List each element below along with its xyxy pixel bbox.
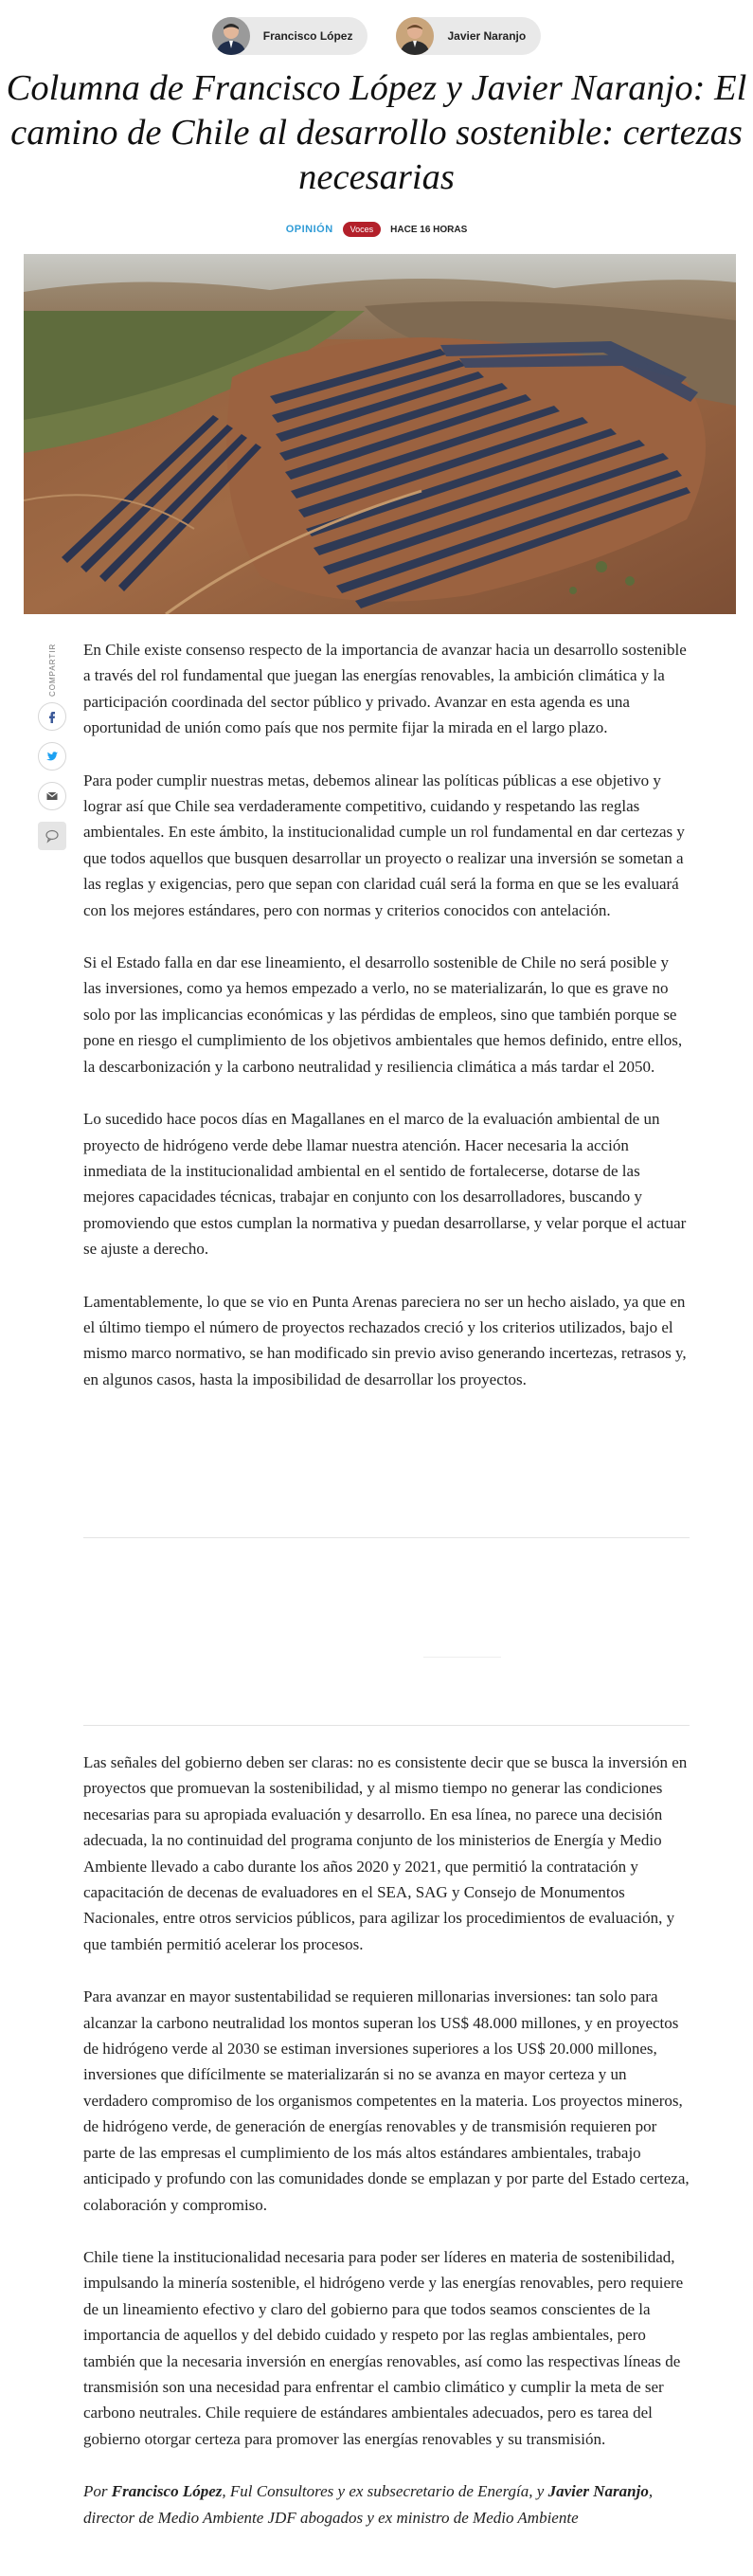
author-name: Javier Naranjo xyxy=(447,29,527,43)
article-meta xyxy=(0,222,753,237)
paragraph: Lamentablemente, lo que se vio en Punta Arenas pareciera no ser un hecho aislado, ya que en el último tiempo el número de proyectos rechazados creció y los criterios utilizados, bajo el mismo marco normativo, se han modificado sin previo aviso generando incertezas, retrasos y, en algunos casos, hasta la imposibilidad de desarrollar los proyectos. xyxy=(83,1292,687,1388)
share-label: COMPARTIR xyxy=(47,643,57,697)
avatar xyxy=(396,17,434,55)
envelope-icon xyxy=(45,789,59,803)
ad-placeholder-line xyxy=(423,1657,501,1658)
divider xyxy=(83,1725,690,1726)
facebook-icon xyxy=(45,710,59,723)
signature-role-2: , director de Medio Ambiente JDF abogados y ex ministro de Medio Ambiente xyxy=(83,2482,654,2527)
author-name: Francisco López xyxy=(262,29,353,43)
author-bar xyxy=(0,17,753,55)
facebook-share-button[interactable] xyxy=(38,702,66,731)
twitter-share-button[interactable] xyxy=(38,742,66,771)
headline: Columna de Francisco López y Javier Naranjo: El camino de Chile al desarrollo sostenible: certezas necesarias xyxy=(6,68,747,197)
paragraph: Chile tiene la institucionalidad necesaria para poder ser líderes en materia de sostenibilidad, impulsando la minería sostenible, el hidrógeno verde y las energías renovables, pero requiere de un lineamiento efectivo y claro del gobierno para que todos seamos conscientes de la importancia de aquellos y del debido cuidado y respeto por las reglas ambientales, pero también que la necesaria inversión en energías renovables, así como las respectivas líneas de transmisión son una necesidad para enfrentar el cambio climático y cumplir la meta de ser carbono neutrales. Chile requiere de estándares ambientales adecuados, pero es tarea del gobierno otorgar certeza para promover las energías renovables y su transmisión. xyxy=(83,2247,684,2448)
article-body-part-2 xyxy=(83,1750,690,2557)
divider xyxy=(83,1537,690,1538)
hero-image xyxy=(24,254,736,614)
email-share-button[interactable] xyxy=(38,782,66,810)
paragraph: Para poder cumplir nuestras metas, debemos alinear las políticas públicas a ese objetivo y lograr así que Chile sea verdaderamente competitivo, cuidando y respetando las reglas ambientales. En este ámbito, la institucionalidad cumple un rol fundamental en dar certezas y que todos aquellos que busquen desarrollar un proyecto o realizar una inversión se sometan a las reglas y exigencias, pero que sepan con claridad cuál será la forma en que se les evaluará con los mejores estándares, pero con normas y criterios conocidos con antelación. xyxy=(83,771,685,919)
paragraph: Para avanzar en mayor sustentabilidad se requieren millonarias inversiones: tan solo para alcanzar la carbono neutralidad los montos superan los US$ 48.000 millones, y en proyectos de hidrógeno verde al 2030 se estiman inversiones superiores a los US$ 20.000 millones, inversiones que difícilmente se materializarán si no se avanza en mayor certeza y un verdadero compromiso de los organismos competentes en la materia. Los proyectos mineros, de hidrógeno verde, de generación de energías renovables y de transmisión requieren por parte de las empresas el cumplimiento de los más altos estándares ambientales, trabajo anticipado y profundo con las comunidades donde se emplazan y por parte del Estado certeza, colaboración y compromiso. xyxy=(83,1987,690,2214)
twitter-icon xyxy=(45,750,59,763)
paragraph: Lo sucedido hace pocos días en Magallanes en el marco de la evaluación ambiental de un proyecto de hidrógeno verde debe llamar nuestra atención. Hacer necesaria la acción inmediata de la institucionalidad ambiental en el sentido de fortalecerse, dotarse de las mejores capacidades técnicas, trabajar en conjunto con los desarrolladores, buscando y promoviendo que estos cumplan la normativa y puedan desarrollarse, y velar porque el actuar se ajuste a derecho. xyxy=(83,1110,687,1259)
avatar xyxy=(212,17,250,55)
signature-author-1: Francisco López xyxy=(111,2482,223,2501)
author-chip-francisco[interactable] xyxy=(212,17,368,55)
paragraph: En Chile existe consenso respecto de la importancia de avanzar hacia un desarrollo sostenible a través del rol fundamental que juegan las energías renovables, la ambición climática y la participación coordinada del sector público y privado. Avanzar en esta agenda es una oportunidad de unión como país que nos permite fijar la mirada en el largo plazo. xyxy=(83,641,687,737)
article-body-part-1 xyxy=(83,637,690,1419)
author-signature xyxy=(83,2478,690,2531)
share-rail xyxy=(38,638,66,850)
paragraph: Si el Estado falla en dar ese lineamiento, el desarrollo sostenible de Chile no será posible y las inversiones, como ya hemos empezado a verlo, no se materializarán, lo que es grave no solo por las implicancias económicas y las pérdidas de empleos, sino que también porque se pone en riesgo el cumplimiento de los objetivos ambientales que hemos definido, entre ellos, la descarbonización y la carbono neutralidad y resiliencia climática a más tardar el 2050. xyxy=(83,953,683,1076)
author-chip-javier[interactable] xyxy=(396,17,541,55)
signature-role-1: , Ful Consultores y ex subsecretario de Energía, y xyxy=(222,2482,548,2501)
paragraph: Las señales del gobierno deben ser claras: no es consistente decir que se busca la inversión en proyectos que promuevan la sostenibilidad, y al mismo tiempo no generar las condiciones necesarias para su apropiada evaluación y desarrollo. En esa línea, no parece una decisión adecuada, la no continuidad del programa conjunto de los ministerios de Energía y Medio Ambiente llevado a cabo durante los años 2020 y 2021, que permitió la contratación y capacitación de decenas de evaluadores en el SEA, SAG y Consejo de Monumentos Nacionales, entre otros servicios públicos, para agilizar los procedimientos de evaluación, y que también permitió acelerar los procesos. xyxy=(83,1753,688,1953)
comment-icon xyxy=(45,828,60,844)
signature-prefix: Por xyxy=(83,2482,112,2501)
section-link[interactable]: OPINIÓN xyxy=(285,224,333,235)
timestamp: HACE 16 HORAS xyxy=(390,224,468,235)
signature-author-2: Javier Naranjo xyxy=(547,2482,649,2501)
tag-badge[interactable]: Voces xyxy=(343,222,382,237)
comments-button[interactable] xyxy=(38,822,66,850)
